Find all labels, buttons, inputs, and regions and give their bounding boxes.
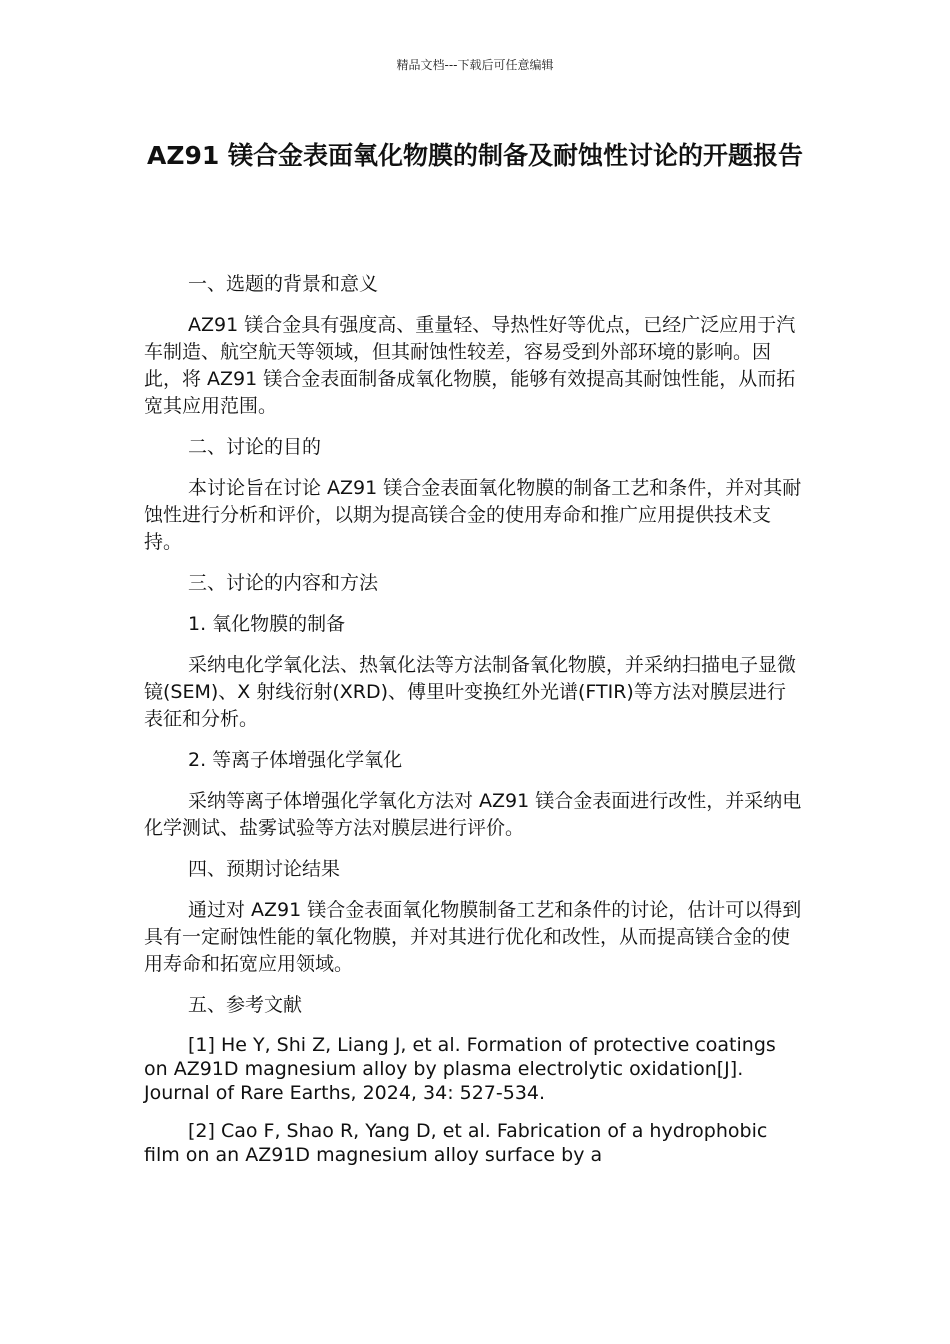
section-heading-references: 五、参考文献 [188, 994, 303, 1016]
paragraph-plasma-oxidation: 采纳等离子体增强化学氧化方法对 AZ91 镁合金表面进行改性，并采纳电化学测试、盐雾试验等方法对膜层进行评价。 [144, 790, 802, 839]
reference-item: [2] Cao F, Shao R, Yang D, et al. Fabrication of a hydrophobic film on an AZ91D magnesium alloy surface by a [144, 1120, 768, 1166]
subsection-heading-film-preparation: 1. 氧化物膜的制备 [188, 613, 346, 635]
section-heading-background: 一、选题的背景和意义 [188, 273, 379, 295]
paragraph-film-preparation: 采纳电化学氧化法、热氧化法等方法制备氧化物膜，并采纳扫描电子显微镜(SEM)、X 射线衍射(XRD)、傅里叶变换红外光谱(FTIR)等方法对膜层进行表征和分析。 [144, 654, 797, 730]
subsection-heading-plasma-oxidation: 2. 等离子体增强化学氧化 [188, 749, 403, 771]
header-note: 精品文档---下载后可任意编辑 [396, 58, 554, 72]
section-heading-expected-results: 四、预期讨论结果 [188, 858, 341, 880]
paragraph-background: AZ91 镁合金具有强度高、重量轻、导热性好等优点，已经广泛应用于汽车制造、航空航天等领域，但其耐蚀性较差，容易受到外部环境的影响。因此，将 AZ91 镁合金表面制备成氧化物膜，能够有效提高其耐蚀性能，从而拓宽其应用范围。 [144, 314, 796, 417]
reference-item: [1] He Y, Shi Z, Liang J, et al. Formation of protective coatings on AZ91D magnesium alloy by plasma electrolytic oxidation[J]. Journal of Rare Earths, 2024, 34: 527-534. [144, 1034, 776, 1104]
paragraph-expected-results: 通过对 AZ91 镁合金表面氧化物膜制备工艺和条件的讨论，估计可以得到具有一定耐蚀性能的氧化物膜，并对其进行优化和改性，从而提高镁合金的使用寿命和拓宽应用领域。 [144, 899, 802, 975]
section-heading-purpose: 二、讨论的目的 [188, 436, 322, 458]
paragraph-purpose: 本讨论旨在讨论 AZ91 镁合金表面氧化物膜的制备工艺和条件，并对其耐蚀性进行分析和评价，以期为提高镁合金的使用寿命和推广应用提供技术支持。 [144, 477, 802, 553]
document-body [144, 271, 804, 1181]
document-title: AZ91 镁合金表面氧化物膜的制备及耐蚀性讨论的开题报告 [147, 141, 803, 170]
section-heading-content-methods: 三、讨论的内容和方法 [188, 572, 379, 594]
